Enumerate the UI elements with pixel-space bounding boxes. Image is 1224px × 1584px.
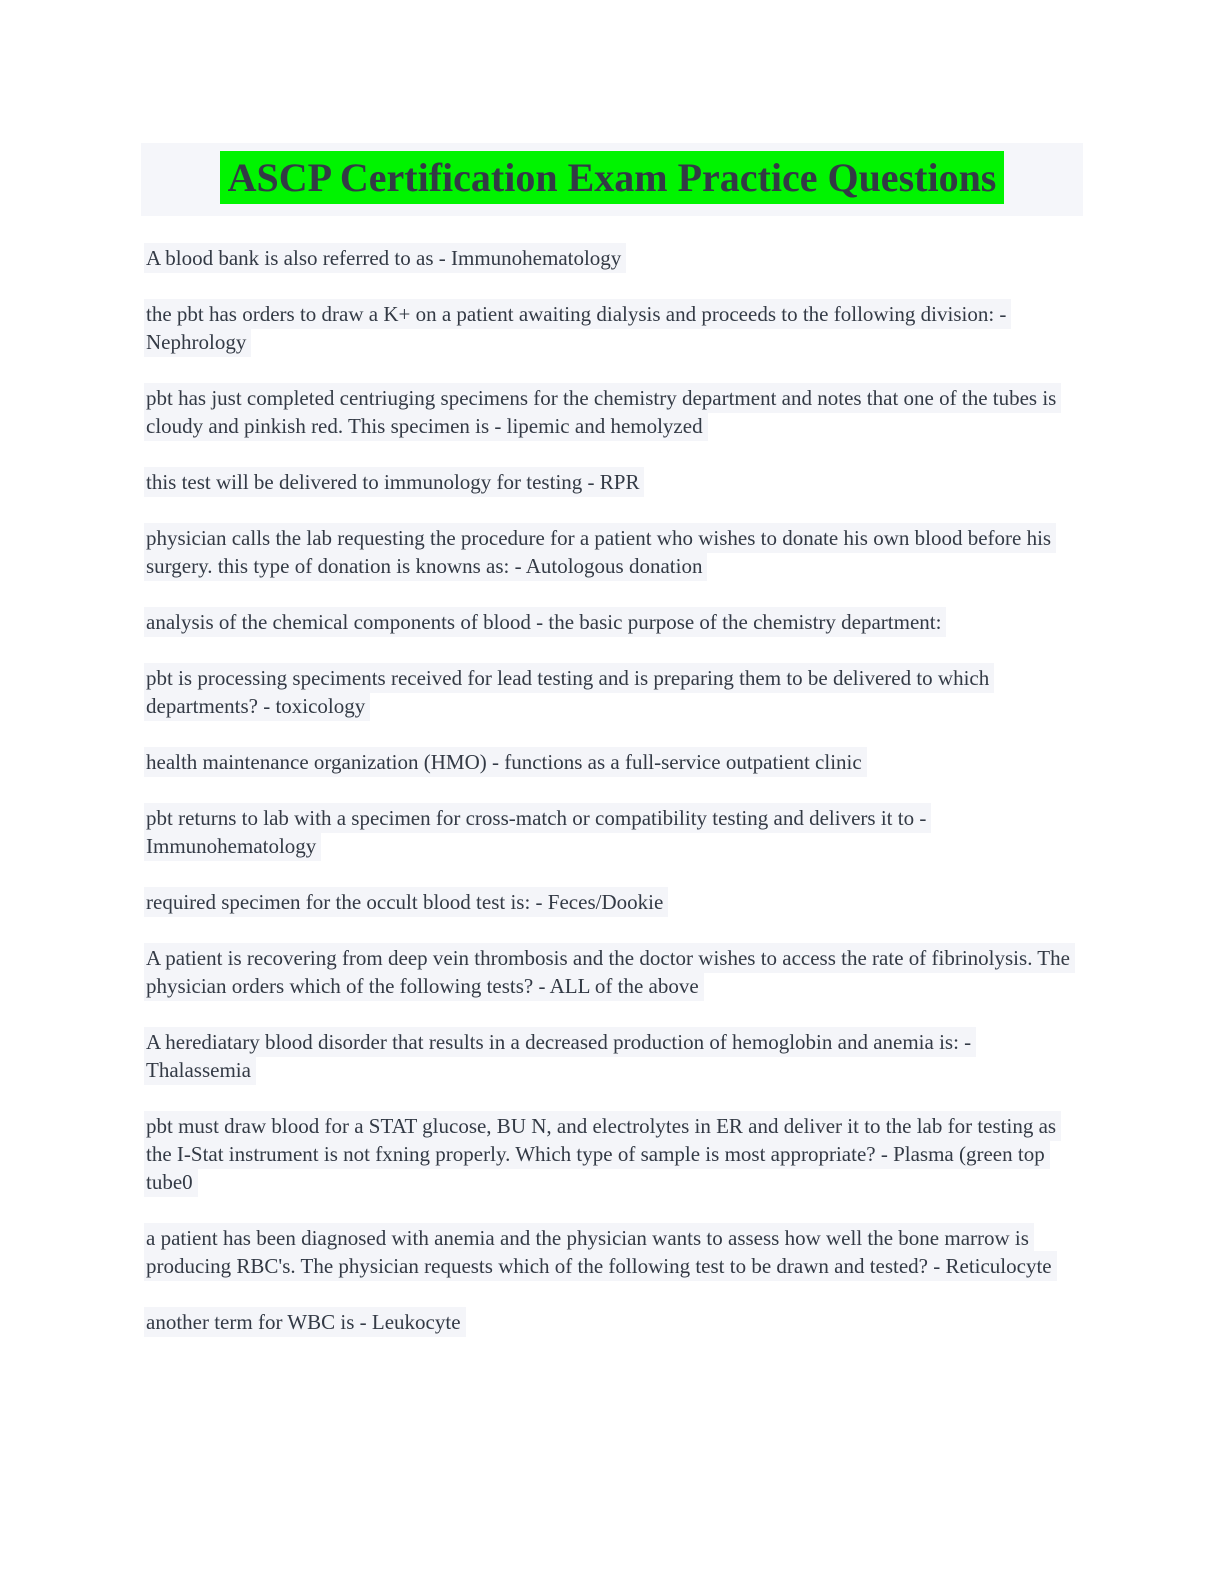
qa-item: [144, 888, 1080, 916]
title-banner: [141, 143, 1083, 216]
qa-item: [144, 804, 1080, 860]
qa-item: [144, 300, 1080, 356]
qa-item-text: physician calls the lab requesting the procedure for a patient who wishes to donate his own blood before his surgery. this type of donation is knowns as: - Autologous donation: [144, 523, 1056, 581]
qa-item-text: this test will be delivered to immunology for testing - RPR: [144, 467, 644, 497]
qa-item: [144, 1308, 1080, 1336]
qa-item: [144, 468, 1080, 496]
qa-item: [144, 524, 1080, 580]
qa-item-text: analysis of the chemical components of blood - the basic purpose of the chemistry department:: [144, 607, 946, 637]
qa-item-text: pbt returns to lab with a specimen for cross-match or compatibility testing and delivers it to - Immunohematology: [144, 803, 931, 861]
qa-item: [144, 1224, 1080, 1280]
page-title-highlight: ASCP Certification Exam Practice Questions: [220, 151, 1005, 204]
qa-item: [144, 748, 1080, 776]
qa-item: [144, 944, 1080, 1000]
qa-item-text: A patient is recovering from deep vein thrombosis and the doctor wishes to access the rate of fibrinolysis. The physician orders which of the following tests? - ALL of the above: [144, 943, 1075, 1001]
qa-item: [144, 664, 1080, 720]
qa-item-text: the pbt has orders to draw a K+ on a patient awaiting dialysis and proceeds to the following division: - Nephrology: [144, 299, 1011, 357]
qa-item: [144, 244, 1080, 272]
qa-item-text: a patient has been diagnosed with anemia and the physician wants to assess how well the bone marrow is producing RBC's. The physician requests which of the following test to be drawn and tested? - Reticulocyte: [144, 1223, 1057, 1281]
qa-item: [144, 608, 1080, 636]
qa-item: [144, 1028, 1080, 1084]
qa-item-text: pbt must draw blood for a STAT glucose, BU N, and electrolytes in ER and deliver it to the lab for testing as the I-Stat instrument is not fxning properly. Which type of sample is most appropriate? - Plasma (green top tube0: [144, 1111, 1061, 1197]
page-title: [220, 151, 1005, 204]
qa-item-text: A herediatary blood disorder that results in a decreased production of hemoglobin and anemia is: - Thalassemia: [144, 1027, 976, 1085]
qa-item-text: another term for WBC is - Leukocyte: [144, 1307, 466, 1337]
qa-item-text: required specimen for the occult blood test is: - Feces/Dookie: [144, 887, 668, 917]
qa-item: [144, 1112, 1080, 1196]
question-list: [144, 244, 1080, 1336]
qa-item-text: pbt has just completed centriuging specimens for the chemistry department and notes that one of the tubes is cloudy and pinkish red. This specimen is - lipemic and hemolyzed: [144, 383, 1061, 441]
qa-item-text: pbt is processing speciments received for lead testing and is preparing them to be delivered to which departments? - toxicology: [144, 663, 994, 721]
qa-item-text: A blood bank is also referred to as - Immunohematology: [144, 243, 626, 273]
qa-item: [144, 384, 1080, 440]
qa-item-text: health maintenance organization (HMO) - functions as a full-service outpatient clinic: [144, 747, 867, 777]
